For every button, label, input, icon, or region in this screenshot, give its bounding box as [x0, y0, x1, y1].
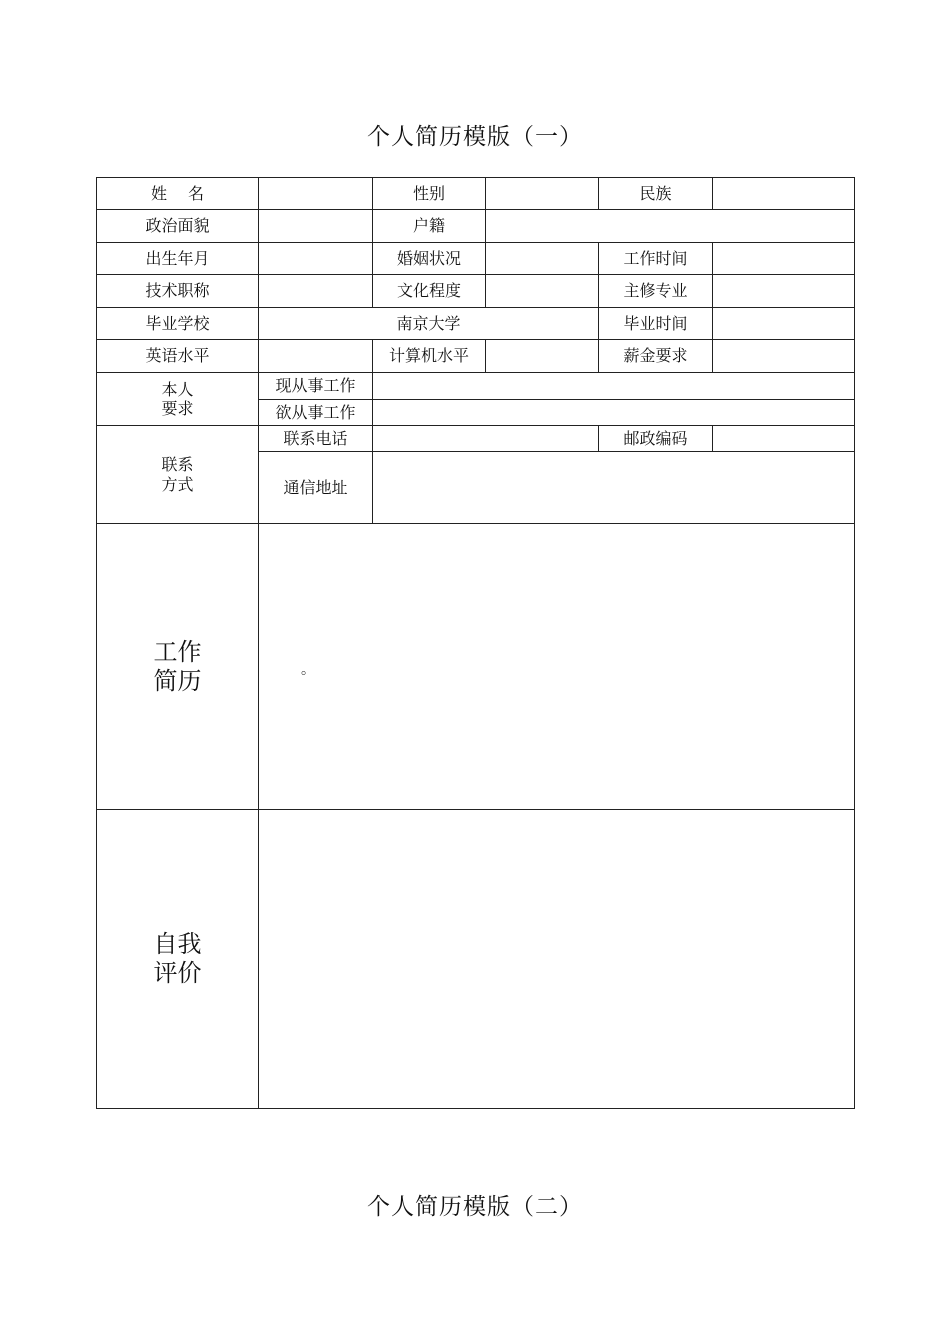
- label-major: 主修专业: [599, 275, 713, 308]
- row-technical: [97, 275, 855, 308]
- page-title: 个人简历模版（一）: [367, 124, 583, 150]
- label-self-evaluation-line1: 自我: [153, 930, 202, 959]
- row-school: [97, 308, 855, 340]
- value-desired-job[interactable]: [373, 400, 855, 426]
- label-desired-job: 欲从事工作: [259, 400, 373, 426]
- value-gender[interactable]: [486, 178, 599, 210]
- label-work-history: [97, 524, 259, 810]
- label-name: 姓 名: [97, 178, 259, 210]
- label-self-evaluation-line2: 评价: [153, 959, 202, 987]
- label-computer-level: 计算机水平: [373, 340, 486, 373]
- value-technical-title[interactable]: [259, 275, 373, 308]
- resume-table: [96, 177, 855, 1109]
- label-ethnicity: 民族: [599, 178, 713, 210]
- label-contact-line1: 联系: [161, 455, 194, 475]
- section-title-template-2: 个人简历模版（二）: [367, 1194, 583, 1220]
- label-work-history-line1: 工作: [153, 637, 202, 666]
- value-education-level[interactable]: [486, 275, 599, 308]
- value-current-job[interactable]: [373, 373, 855, 400]
- row-self-evaluation: [97, 810, 855, 1109]
- value-salary-requirement[interactable]: [713, 340, 855, 373]
- label-work-start: 工作时间: [599, 243, 713, 275]
- label-mailing-address: 通信地址: [259, 452, 373, 524]
- label-salary-requirement: 薪金要求: [599, 340, 713, 373]
- label-personal-requirements-line1: 本人: [161, 379, 194, 399]
- label-work-history-line2: 简历: [153, 666, 202, 695]
- work-history-text: 。: [301, 662, 315, 678]
- value-major[interactable]: [713, 275, 855, 308]
- label-self-evaluation: [97, 810, 259, 1109]
- value-graduate-school[interactable]: 南京大学: [259, 308, 599, 340]
- value-graduation-time[interactable]: [713, 308, 855, 340]
- label-postal-code: 邮政编码: [599, 426, 713, 452]
- label-political-status: 政治面貌: [97, 210, 259, 243]
- label-contact: [97, 426, 259, 524]
- value-work-start[interactable]: [713, 243, 855, 275]
- label-current-job: 现从事工作: [259, 373, 373, 400]
- label-marital-status: 婚姻状况: [373, 243, 486, 275]
- label-phone: 联系电话: [259, 426, 373, 452]
- label-english-level: 英语水平: [97, 340, 259, 373]
- value-political-status[interactable]: [259, 210, 373, 243]
- label-household-registration: 户籍: [373, 210, 486, 243]
- row-work-history: [97, 524, 855, 810]
- row-skills: [97, 340, 855, 373]
- value-work-history[interactable]: [259, 524, 855, 810]
- value-name[interactable]: [259, 178, 373, 210]
- label-birth-date: 出生年月: [97, 243, 259, 275]
- row-birth: [97, 243, 855, 275]
- value-english-level[interactable]: [259, 340, 373, 373]
- label-technical-title: 技术职称: [97, 275, 259, 308]
- label-education-level: 文化程度: [373, 275, 486, 308]
- row-name: [97, 178, 855, 210]
- value-computer-level[interactable]: [486, 340, 599, 373]
- label-gender: 性别: [373, 178, 486, 210]
- value-marital-status[interactable]: [486, 243, 599, 275]
- value-household-registration[interactable]: [486, 210, 855, 243]
- label-graduation-time: 毕业时间: [599, 308, 713, 340]
- row-political: [97, 210, 855, 243]
- value-postal-code[interactable]: [713, 426, 855, 452]
- value-mailing-address[interactable]: [373, 452, 855, 524]
- value-ethnicity[interactable]: [713, 178, 855, 210]
- label-personal-requirements: [97, 373, 259, 426]
- label-personal-requirements-line2: 要求: [161, 399, 194, 418]
- row-phone: [97, 426, 855, 452]
- value-self-evaluation[interactable]: [259, 810, 855, 1109]
- label-contact-line2: 方式: [161, 474, 194, 494]
- row-current-job: [97, 373, 855, 400]
- value-phone[interactable]: [373, 426, 599, 452]
- label-graduate-school: 毕业学校: [97, 308, 259, 340]
- value-birth-date[interactable]: [259, 243, 373, 275]
